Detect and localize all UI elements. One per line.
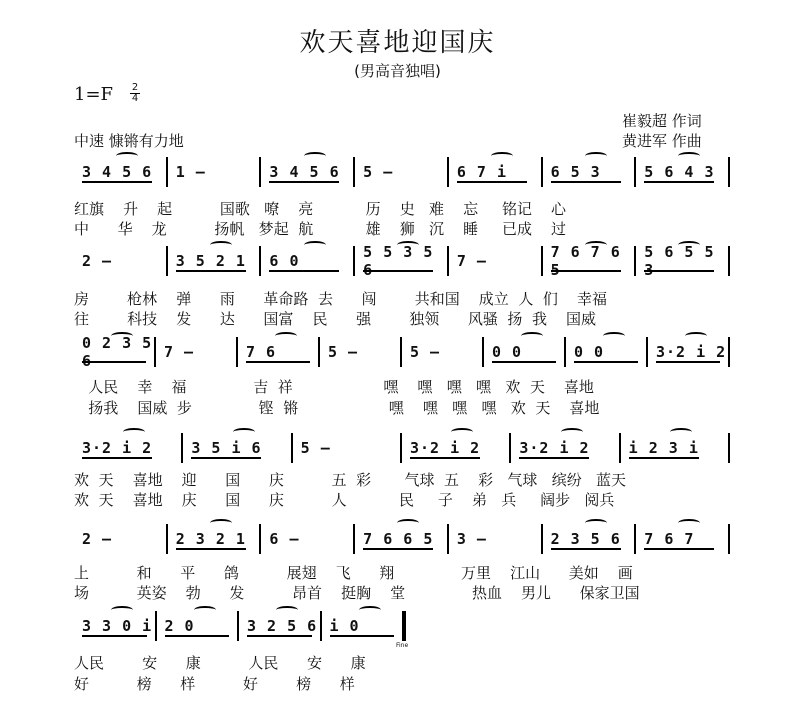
beam-underline: [644, 548, 714, 550]
barline: [353, 524, 355, 554]
measure: 1 —: [175, 163, 206, 181]
lyric-line: 好 榜 样 好 榜 样: [74, 675, 355, 693]
barline: [509, 433, 511, 463]
slur-mark: [210, 241, 232, 249]
barline: [400, 433, 402, 463]
barline: [728, 524, 730, 554]
beam-underline: [330, 635, 395, 637]
slur-mark: [276, 606, 298, 614]
barline: [320, 611, 322, 641]
staff-system: [74, 334, 730, 370]
measure: 5 —: [410, 343, 441, 361]
slur-mark: [111, 332, 133, 340]
measure: 3 5 2 1: [175, 252, 246, 270]
beam-underline: [551, 548, 621, 550]
composer-credit: 黄进军 作曲: [622, 132, 702, 150]
lyric-line: 场 英姿 勃 发 昂首 挺胸 堂 热血 男儿 保家卫国: [74, 584, 640, 602]
measure: 7 6: [246, 343, 277, 361]
barline: [564, 337, 566, 367]
beam-underline: [165, 635, 230, 637]
measure: 6 5 3: [550, 163, 601, 181]
barline: [728, 246, 730, 276]
lyric-line: 红旗 升 起 国歌 嘹 亮 历 史 难 忘 铭记 心: [74, 200, 567, 218]
slur-mark: [585, 519, 607, 527]
staff-system: [74, 521, 730, 557]
barline: [728, 337, 730, 367]
beam-underline: [82, 181, 152, 183]
beam-underline: [644, 270, 714, 272]
measure: 6 7 i: [456, 163, 507, 181]
beam-underline: [269, 270, 339, 272]
lyric-line: 房 枪林 弹 雨 革命路 去 闯 共和国 成立 人 们 幸福: [74, 290, 607, 308]
lyric-line: 欢 天 喜地 迎 国 庆 五 彩 气球 五 彩 气球 缤纷 蓝天: [74, 471, 627, 489]
barline: [447, 246, 449, 276]
beam-underline: [247, 635, 312, 637]
lyric-line: 欢 天 喜地 庆 国 庆 人 民 子 弟 兵 阔步 阅兵: [74, 491, 615, 509]
slur-mark: [561, 428, 583, 436]
slur-mark: [275, 332, 297, 340]
barline: [447, 524, 449, 554]
lyric-line: 中 华 龙 扬帆 梦起 航 雄 狮 沉 睡 已成 过: [74, 220, 567, 238]
final-barline: [402, 611, 406, 641]
measure: 3 —: [456, 530, 487, 548]
measure: 2 —: [82, 530, 113, 548]
lyric-line: 人民 安 康 人民 安 康: [74, 654, 366, 672]
beam-underline: [176, 548, 246, 550]
measure: 7 —: [456, 252, 487, 270]
slur-mark: [491, 152, 513, 160]
barline: [259, 524, 261, 554]
slur-mark: [603, 332, 625, 340]
tempo-marking: 中速 慷锵有力地: [74, 132, 184, 150]
barline: [634, 246, 636, 276]
beam-underline: [82, 635, 147, 637]
measure: 3·2 i 2: [82, 439, 153, 457]
beam-underline: [457, 181, 527, 183]
measure: 7 6 6 5: [363, 530, 434, 548]
beam-underline: [82, 457, 152, 459]
measure: 3·2 i 2: [410, 439, 481, 457]
beam-underline: [410, 457, 480, 459]
meter-top: 2: [131, 82, 139, 93]
measure: 3·2 i 2: [519, 439, 590, 457]
staff-system: [74, 154, 730, 190]
barline: [634, 157, 636, 187]
staff-system: [74, 608, 730, 649]
barline: [155, 611, 157, 641]
barline: [353, 157, 355, 187]
slur-mark: [123, 428, 145, 436]
measure: 3·2 i 2: [656, 343, 727, 361]
time-signature: [130, 83, 140, 104]
beam-underline: [629, 457, 699, 459]
barline: [447, 157, 449, 187]
lyric-line: 人民 幸 福 吉 祥 嘿 嘿 嘿 嘿 欢 天 喜地: [74, 378, 594, 396]
barline: [154, 337, 156, 367]
measure: 2 0: [164, 617, 195, 635]
measure: 0 0: [492, 343, 523, 361]
slur-mark: [210, 519, 232, 527]
measure: 0 2 3 5: [82, 334, 153, 352]
measure: 3 3 0 i: [82, 617, 153, 635]
measure: i 0: [329, 617, 360, 635]
measure: 5 6 4 3: [644, 163, 715, 181]
beam-underline: [656, 361, 720, 363]
barline: [166, 246, 168, 276]
meter-bottom: 4: [131, 93, 139, 104]
barline: [181, 433, 183, 463]
lyric-line: 上 和 平 鸽 展翅 飞 翔 万里 江山 美如 画: [74, 564, 633, 582]
slur-mark: [359, 606, 381, 614]
slur-mark: [304, 241, 326, 249]
barline: [166, 524, 168, 554]
slur-mark: [585, 241, 607, 249]
barline: [541, 246, 543, 276]
measure: 3 4 5 6: [82, 163, 153, 181]
lyricist-credit: 崔毅超 作词: [622, 112, 702, 130]
measure: 0 0: [574, 343, 605, 361]
lyric-line: 往 科技 发 达 国富 民 强 独领 风骚 扬 我 国威: [74, 310, 597, 328]
slur-mark: [585, 152, 607, 160]
slur-mark: [685, 332, 707, 340]
song-title: 欢天喜地迎国庆: [299, 28, 496, 58]
slur-mark: [678, 241, 700, 249]
barline: [318, 337, 320, 367]
slur-mark: [451, 428, 473, 436]
fine-marking: Fine: [396, 642, 409, 649]
measure: 3 5 i 6: [191, 439, 262, 457]
slur-mark: [397, 519, 419, 527]
barline: [728, 157, 730, 187]
slur-mark: [304, 152, 326, 160]
measure: 6 —: [269, 530, 300, 548]
barline: [237, 611, 239, 641]
beam-underline: [574, 361, 638, 363]
measure: 5 —: [300, 439, 331, 457]
measure: 2 3 5 6: [550, 530, 621, 548]
measure: 7 6 7 6: [550, 243, 621, 261]
barline: [353, 246, 355, 276]
barline: [400, 337, 402, 367]
slur-mark: [194, 606, 216, 614]
slur-mark: [397, 241, 419, 249]
barline: [259, 246, 261, 276]
beam-underline: [269, 181, 339, 183]
slur-mark: [678, 519, 700, 527]
lyric-line: 扬我 国威 步 铿 锵 嘿 嘿 嘿 嘿 欢 天 喜地: [74, 399, 600, 417]
barline: [259, 157, 261, 187]
barline: [619, 433, 621, 463]
measure: 5 —: [363, 163, 394, 181]
measure: 3 4 5 6: [269, 163, 340, 181]
beam-underline: [246, 361, 310, 363]
beam-underline: [363, 548, 433, 550]
slur-mark: [521, 332, 543, 340]
staff-system: [74, 430, 730, 466]
beam-underline: [176, 270, 246, 272]
barline: [291, 433, 293, 463]
measure: 2 3 2 1: [175, 530, 246, 548]
beam-underline: [363, 270, 433, 272]
beam-underline: [191, 457, 261, 459]
beam-underline: [551, 270, 621, 272]
measure: 7 6 7: [644, 530, 695, 548]
measure: 5 6 5 5: [644, 243, 715, 261]
slur-mark: [233, 428, 255, 436]
barline: [541, 157, 543, 187]
measure: 5 —: [328, 343, 359, 361]
barline: [482, 337, 484, 367]
slur-mark: [116, 152, 138, 160]
barline: [236, 337, 238, 367]
key-signature: 1=F: [74, 84, 114, 105]
measure: 6 0: [269, 252, 300, 270]
beam-underline: [551, 181, 621, 183]
barline: [728, 433, 730, 463]
measure: 7 —: [164, 343, 195, 361]
beam-underline: [82, 361, 146, 363]
barline: [634, 524, 636, 554]
measure: 5 5 3 5: [363, 243, 434, 261]
barline: [541, 524, 543, 554]
measure: 2 —: [82, 252, 113, 270]
beam-underline: [492, 361, 556, 363]
slur-mark: [670, 428, 692, 436]
measure: i 2 3 i: [628, 439, 699, 457]
slur-mark: [111, 606, 133, 614]
beam-underline: [519, 457, 589, 459]
beam-underline: [644, 181, 714, 183]
barline: [166, 157, 168, 187]
slur-mark: [678, 152, 700, 160]
song-subtitle: (男高音独唱): [354, 62, 441, 80]
barline: [646, 337, 648, 367]
staff-system: [74, 243, 730, 279]
measure: 3 2 5 6: [247, 617, 318, 635]
